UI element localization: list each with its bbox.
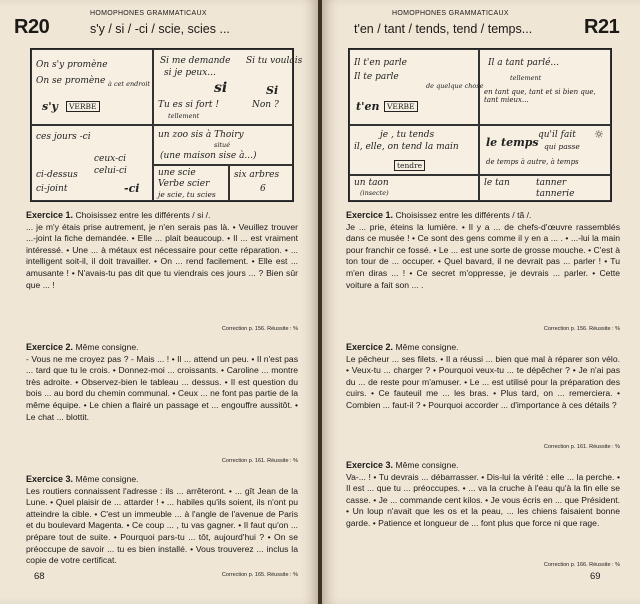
exercise-text: Les routiers connaissent l'adresse : ils ... arrêteront. • ... gît Jean de la Lune. • Quel plaisir de ... attarder ! • ... habiles qu'ils soient, ils n'ont pu atteindre la cible. • C'est un immeuble ... à l'angle de l'avenue de Paris et du boulevard Magenta. • Ce coup ... , tu vas gagner. • Il faut qu'on ... prépare tout de suite. • Pourquoi pars-tu ... tôt, aujourd'hui ? • On se préoccupe de savoir ... tu es bien installé. • Vous trouverez ... inclus la copie de votre certificat. <box>26 485 298 566</box>
page-title: t'en / tant / tends, tend / temps... <box>354 22 533 36</box>
example-se: On se promène <box>36 76 106 86</box>
exercise-text: Le pêcheur ... ses filets. • Il a réussi ... bien que mal à réparer son vélo. • Veux-tu ... charger ? • Pourquoi veux-tu ... te dépêcher ? • Je n'ai pas du ... de reste pour m'amuser. • Le ... est utilisé pour la préparation des cuirs. • Ce fauteuil me ... les bras. • Plus tard, on ... remerciera. • Combien ... faut-il ? • Pourquoi accorder ... d'importance à ces détails ? <box>346 353 620 410</box>
note-insecte: (insecte) <box>360 189 389 197</box>
correction-note: Correction p. 161. Réussite : % <box>543 444 620 451</box>
rule-summary-box <box>30 48 303 202</box>
example-si-demande: Si me demande <box>160 56 231 66</box>
exercise-text: Va-... ! • Tu devrais ... débarrasser. • Dis-lui la vérité : elle ... la perche. • Il est ... que tu ... préoccupes. • ... va la cruche à l'eau qu'à la fin elle se casse. • Je ... commande cent kilos. • Je vous écris en ... que Président. • Un loup n'avait que les os et la peau, ... les chiens faisaient bonne garde. • Patience et longueur de ... font plus que force ni que rage. <box>346 471 620 528</box>
example-je-scie: je scie, tu scies <box>158 190 216 199</box>
verb-tendre: tendre <box>394 160 425 171</box>
example-de-temps: de temps à autre, à temps <box>486 158 579 166</box>
exercise-text: - Vous ne me croyez pas ? - Mais ... ! • Il ... attend un peu. • Il n'est pas ... tard que tu le crois. • Donnez-moi ... croissants. • Caroline ... montre très adroite. • Observez-bien le tableau ... dessus. • Il est question du bois ... au bord du chemin communal. • Ceux ... ne font pas partie de la même équipe. • Le chien a flairé un passage et ... engouffre aussitôt. • Le chat ... blottit. <box>26 353 298 422</box>
example-ces-jours: ces jours -ci <box>36 132 91 142</box>
example-scier: Verbe scier <box>158 179 210 189</box>
left-page <box>0 0 318 604</box>
exercise-instruction: Choisissez entre les différents / si /. <box>75 210 211 220</box>
box-cell-tant <box>479 49 611 125</box>
page-number: 69 <box>590 571 601 582</box>
example-ceux-ci: ceux-ci <box>94 154 127 164</box>
example-si-note: Si <box>266 84 279 97</box>
rule-summary-box <box>348 48 612 202</box>
example-sise: (une maison sise à...) <box>160 151 257 161</box>
box-cell-tan <box>479 175 611 201</box>
note-endroit: à cet endroit <box>108 80 151 88</box>
exercise-title: Exercice 1. <box>26 210 74 220</box>
exercise-text: ... je m'y étais prise autrement, je n'en serais pas là. • Veuillez trouver ...-joint la fiche demandée. • Elle ... plait beaucoup. • Il ... est vraiment intéressé. • Une ... à métaux est nécessaire pour cette réparation. • ... intelligent soit-il, il doit travailler. • On ... rend facilement. • Elle est ... amusante ! • N'avais-tu pas dit que tu viendrais ces jours ... ? Bien sûr que ... ! <box>26 221 298 290</box>
example-ci-dessus: ci-dessus <box>36 170 78 180</box>
example-une-scie: une scie <box>158 168 196 178</box>
box-cell-sy <box>31 49 153 125</box>
rule-temps: le temps <box>486 136 539 149</box>
example-si-fort: Tu es si fort ! <box>158 100 219 110</box>
exercise-title: Exercice 2. <box>26 342 74 352</box>
example-te-parle: Il te parle <box>354 72 399 82</box>
exercise-title: Exercice 3. <box>346 460 394 470</box>
number-six: 6 <box>260 184 266 194</box>
rule-si: si <box>214 80 228 96</box>
exercise-3 <box>346 460 620 572</box>
sun-icon: ☼ <box>594 128 604 141</box>
correction-note: Correction p. 166. Réussite : % <box>543 562 620 569</box>
example-le-tan: le tan <box>484 178 510 188</box>
verb-label: VERBE <box>66 101 100 112</box>
exercise-1 <box>26 210 298 336</box>
page-subtitle: HOMOPHONES GRAMMATICAUX <box>90 10 207 17</box>
note-tellement: tellement <box>510 74 542 82</box>
correction-note: Correction p. 165. Réussite : % <box>221 572 298 579</box>
verb-label: VERBE <box>384 101 418 112</box>
exercise-title: Exercice 1. <box>346 210 394 220</box>
exercise-instruction: Même consigne. <box>75 342 139 352</box>
correction-note: Correction p. 161. Réussite : % <box>221 458 298 465</box>
correction-note: Correction p. 156. Réussite : % <box>221 326 298 333</box>
note-tellement: tellement <box>168 112 200 120</box>
exercise-instruction: Même consigne. <box>395 342 459 352</box>
note-quelque-chose: de quelque chose <box>426 82 484 90</box>
example-non: Non ? <box>252 100 279 110</box>
rule-number: R20 <box>14 16 50 38</box>
box-cell-ten <box>349 49 484 125</box>
box-cell-scie <box>153 165 229 201</box>
exercise-instruction: Même consigne. <box>75 474 139 484</box>
box-cell-tend <box>349 125 479 175</box>
box-cell-sis <box>153 125 293 165</box>
page-subtitle: HOMOPHONES GRAMMATICAUX <box>392 10 509 17</box>
box-cell-temps <box>479 125 611 175</box>
example-sy: On s'y promène <box>36 60 108 70</box>
rule-number: R21 <box>584 16 620 38</box>
example-tannerie: tannerie <box>536 189 575 199</box>
example-qui-passe: qui passe <box>544 142 580 151</box>
rule-ten: t'en <box>356 100 380 113</box>
note-situe: situé <box>214 141 231 149</box>
correction-note: Correction p. 156. Réussite : % <box>543 326 620 333</box>
example-celui-ci: celui-ci <box>94 166 127 176</box>
exercise-2 <box>346 342 620 454</box>
exercise-title: Exercice 2. <box>346 342 394 352</box>
exercise-title: Exercice 3. <box>26 474 74 484</box>
rule-sy: s'y <box>42 100 58 113</box>
box-cell-taon <box>349 175 479 201</box>
example-si-voulais: Si tu voulais <box>246 56 303 66</box>
example-ci-joint: ci-joint <box>36 184 68 194</box>
example-il-tend: il, elle, on tend la main <box>354 142 459 152</box>
box-cell-si <box>153 49 303 125</box>
example-tu-tends: je , tu tends <box>380 130 435 140</box>
example-tanner: tanner <box>536 178 567 188</box>
example-ten-parle: Il t'en parle <box>354 58 408 68</box>
rule-ci: -ci <box>124 182 140 195</box>
example-quil-fait: qu'il fait <box>538 130 576 140</box>
box-cell-ci <box>31 125 153 201</box>
example-en-tant-que: en tant que, tant et si bien que, tant mieux... <box>484 88 596 104</box>
example-tant: Il a tant parlé... <box>488 58 559 68</box>
example-un-taon: un taon <box>354 178 389 188</box>
exercise-instruction: Même consigne. <box>395 460 459 470</box>
exercise-3 <box>26 474 298 594</box>
exercise-2 <box>26 342 298 468</box>
exercise-text: Je ... prie, éteins la lumière. • Il y a ... de chefs-d'œuvre rassemblés dans ce musée ! • Ce sont des gens comme il y en a ... . • ...-lui la main pour franchir ce fossé. • Le ... est une sorte de grosse mouche. • C'est à ton tour de ... occuper. • Quel bavard, il ne devrait pas ... parler ! • Tu m'en diras ... ! • Ce secret m'oppresse, je devrais ... parler. • Cette voiture a fait son ... . <box>346 221 620 290</box>
example-six-arbres: six arbres <box>234 170 280 180</box>
page-number: 68 <box>34 571 45 582</box>
right-page <box>322 0 640 604</box>
page-title: s'y / si / -ci / scie, scies ... <box>90 22 230 36</box>
exercise-1 <box>346 210 620 336</box>
exercise-instruction: Choisissez entre les différents / tã /. <box>395 210 532 220</box>
box-cell-six <box>229 165 293 201</box>
example-si-peux: si je peux... <box>164 68 216 78</box>
example-sis: un zoo sis à Thoiry <box>158 130 244 140</box>
